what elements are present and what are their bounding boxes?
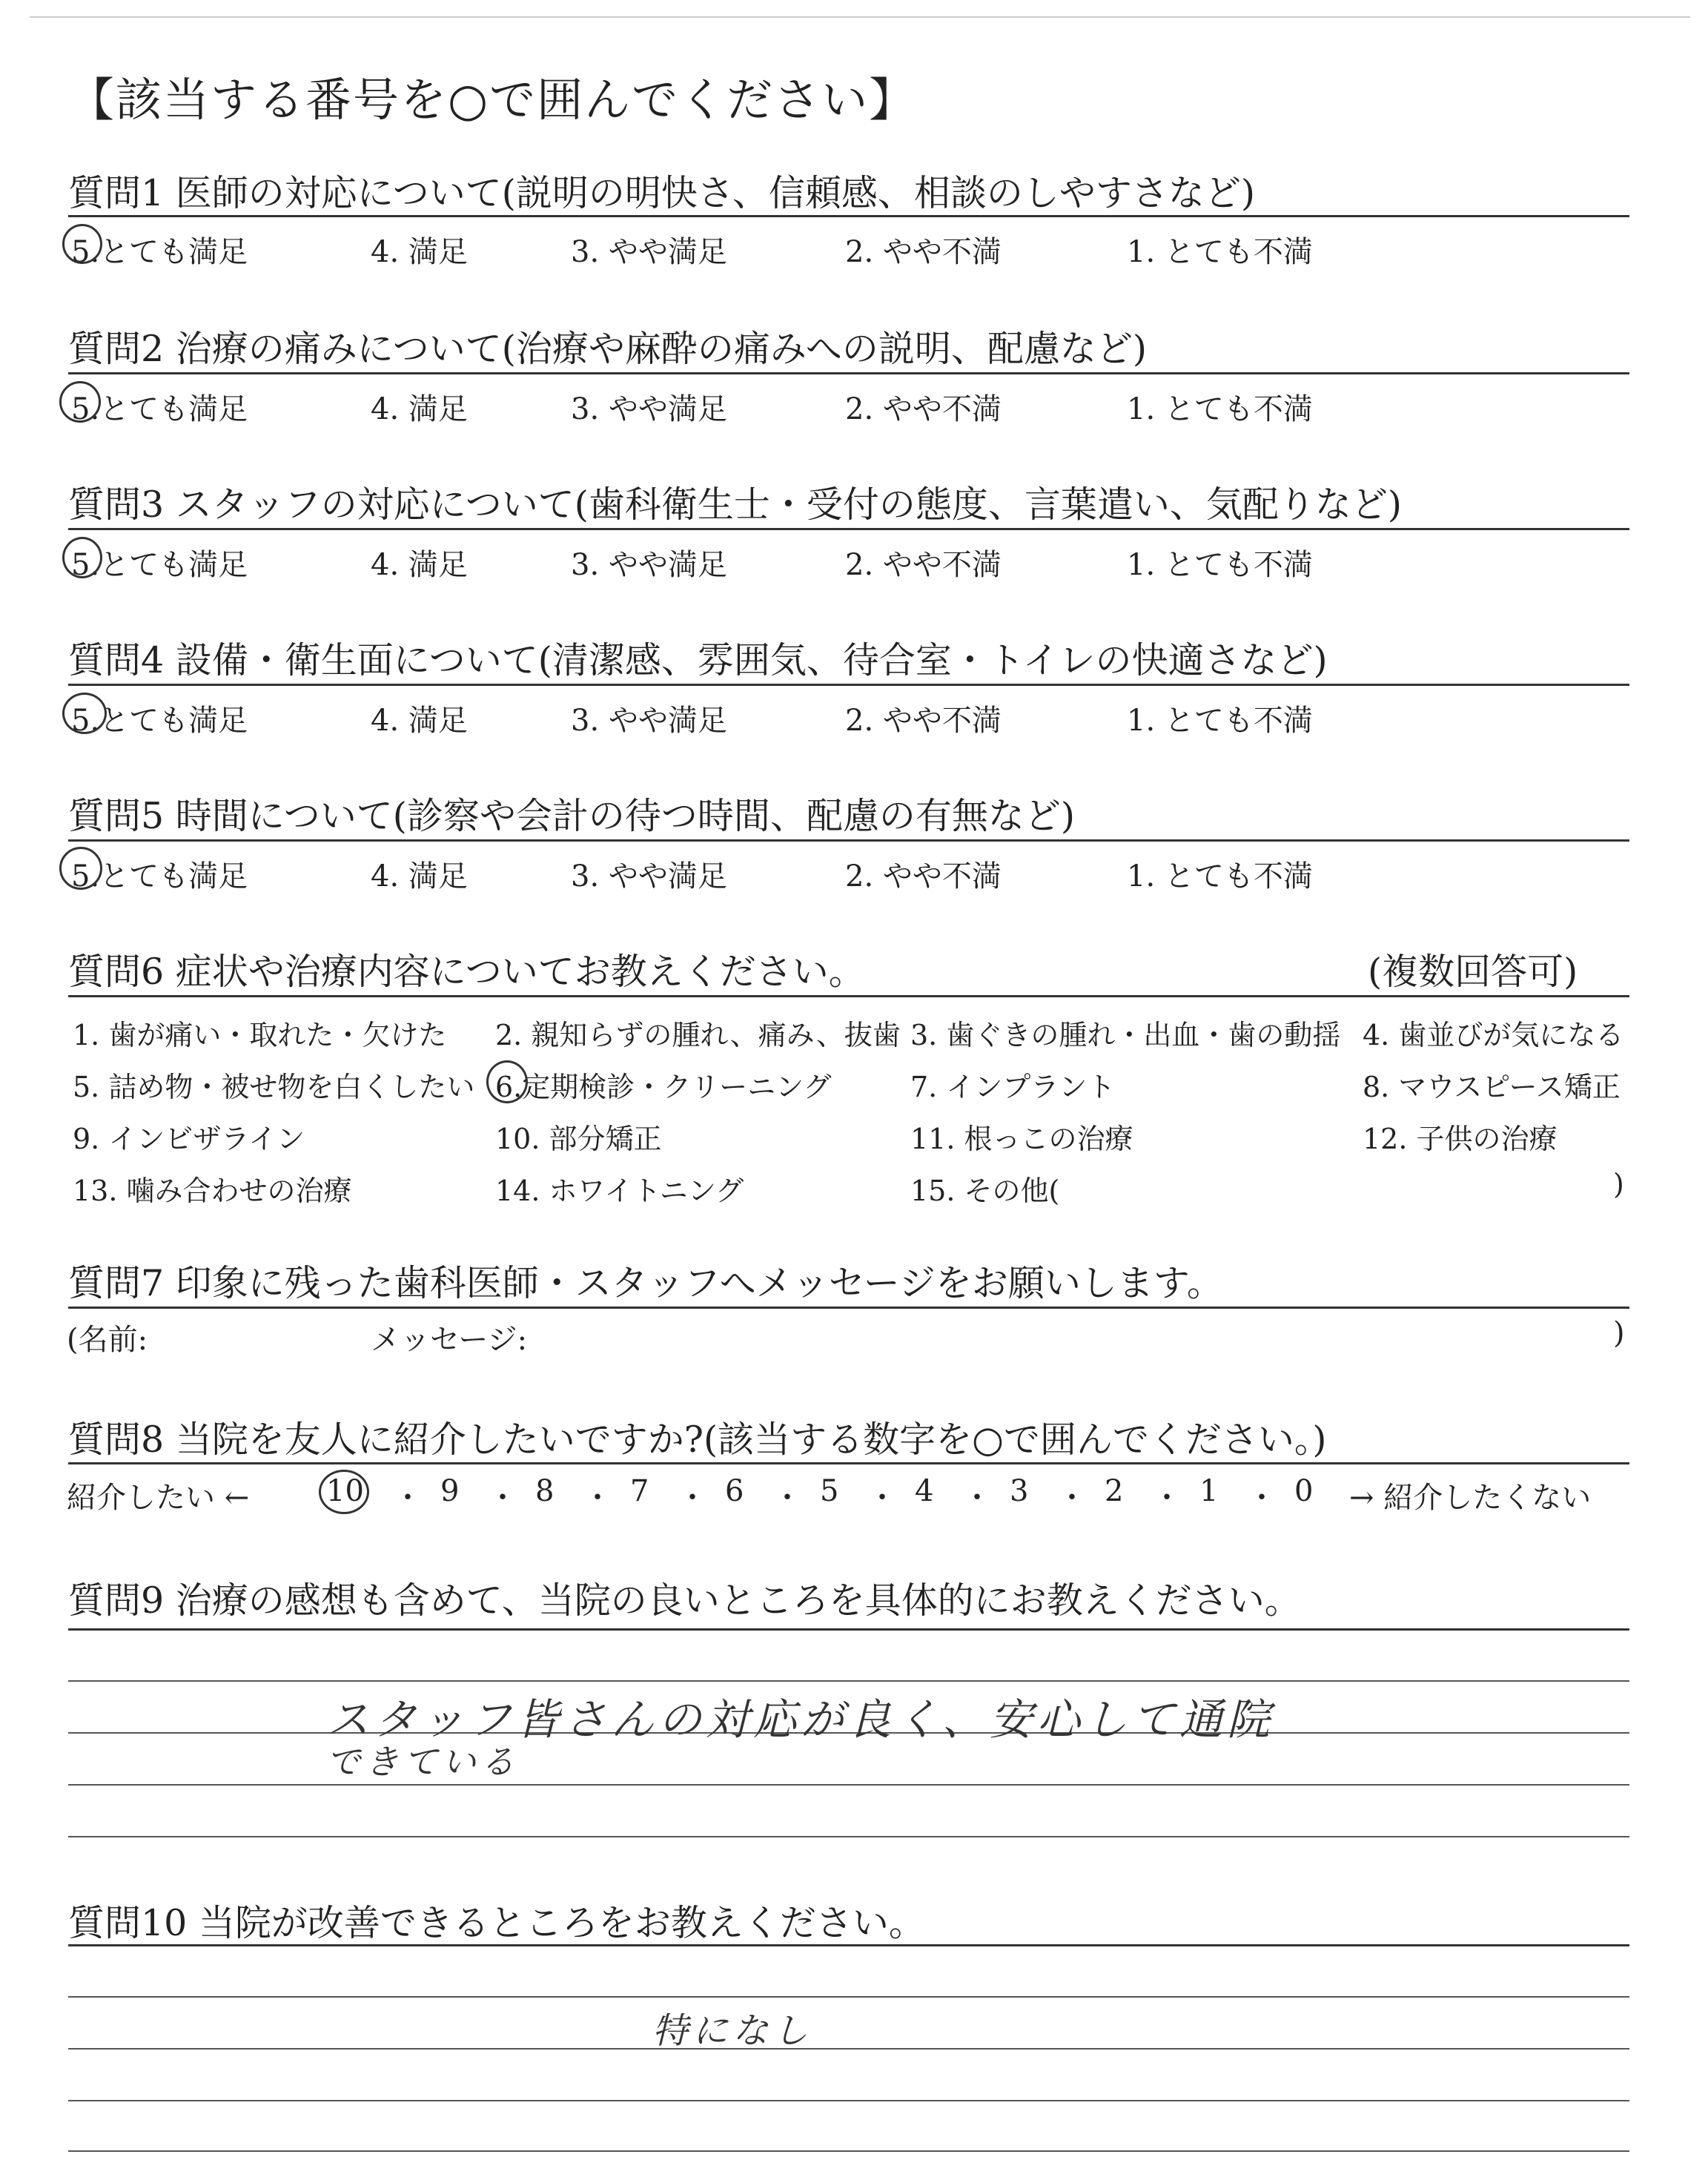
q8-score-8[interactable]: 8 (535, 1474, 555, 1508)
question-4-rule (68, 684, 1629, 686)
q8-sep: ・ (962, 1481, 992, 1515)
q6-option-1[interactable]: 1. 歯が痛い・取れた・欠けた (73, 1019, 447, 1051)
q8-sep: ・ (583, 1481, 612, 1515)
q9-writing-line (68, 1836, 1629, 1837)
q4-option-5[interactable]: 5.とても満足 (71, 704, 248, 738)
q8-score-1[interactable]: 1 (1199, 1474, 1219, 1508)
q8-sep: ・ (772, 1481, 802, 1515)
q8-sep: ・ (1152, 1481, 1182, 1515)
q7-message-label: メッセージ: (371, 1323, 528, 1357)
q2-answer-circle (59, 381, 101, 423)
q4-option-1[interactable]: 1. とても不満 (1127, 704, 1313, 738)
q10-handwritten-answer: 特になし (652, 2010, 813, 2052)
q2-option-1[interactable]: 1. とても不満 (1127, 392, 1313, 426)
q1-option-3[interactable]: 3. やや満足 (571, 235, 727, 269)
q4-option-2[interactable]: 2. やや不満 (845, 704, 1002, 738)
q3-option-2[interactable]: 2. やや不満 (845, 548, 1002, 582)
q6-option-15[interactable]: 15. その他( (910, 1175, 1060, 1207)
q6-option-15-close: ) (1613, 1168, 1624, 1200)
q6-option-12[interactable]: 12. 子供の治療 (1363, 1123, 1558, 1155)
q8-score-7[interactable]: 7 (630, 1474, 649, 1508)
question-7-title: 質問7 印象に残った歯科医師・スタッフへメッセージをお願いします。 (68, 1262, 1223, 1304)
q1-option-2[interactable]: 2. やや不満 (845, 235, 1002, 269)
question-3-title: 質問3 スタッフの対応について(歯科衛生士・受付の態度、言葉遣い、気配りなど) (68, 483, 1403, 526)
q8-right-label: → 紹介したくない (1349, 1481, 1592, 1515)
question-5-rule (68, 839, 1629, 842)
q5-answer-circle (59, 847, 102, 890)
q6-option-7[interactable]: 7. インプラント (910, 1071, 1116, 1103)
q3-option-4[interactable]: 4. 満足 (371, 548, 468, 582)
q6-option-10[interactable]: 10. 部分矯正 (495, 1123, 662, 1155)
question-9-rule (68, 1628, 1629, 1631)
q3-option-5[interactable]: 5.とても満足 (71, 548, 248, 582)
q8-sep: ・ (867, 1481, 897, 1515)
q1-option-5[interactable]: 5.とても満足 (71, 235, 248, 269)
q5-option-2[interactable]: 2. やや不満 (845, 859, 1002, 894)
q1-option-4[interactable]: 4. 満足 (371, 235, 468, 269)
q9-writing-line (68, 1680, 1629, 1682)
question-6-title: 質問6 症状や治療内容についてお教えください。 (68, 951, 865, 993)
q3-option-1[interactable]: 1. とても不満 (1127, 548, 1313, 582)
q1-answer-circle (62, 224, 102, 264)
q9-handwritten-answer-line-1: スタッフ皆さんの対応が良く、安心して通院 (326, 1694, 1274, 1745)
q8-score-10[interactable]: 10 (326, 1474, 364, 1508)
q4-option-3[interactable]: 3. やや満足 (571, 704, 727, 738)
q5-option-3[interactable]: 3. やや満足 (571, 859, 727, 894)
q5-option-1[interactable]: 1. とても不満 (1127, 859, 1313, 894)
question-6-rule (68, 995, 1629, 997)
q2-option-5[interactable]: 5.とても満足 (71, 392, 248, 426)
q8-score-3[interactable]: 3 (1010, 1474, 1029, 1508)
q8-score-2[interactable]: 2 (1105, 1474, 1124, 1508)
q6-option-8[interactable]: 8. マウスピース矯正 (1363, 1071, 1621, 1103)
q8-score-0[interactable]: 0 (1294, 1474, 1314, 1508)
q6-answer-circle (486, 1060, 528, 1103)
q8-sep: ・ (393, 1481, 423, 1515)
q6-option-3[interactable]: 3. 歯ぐきの腫れ・出血・歯の動揺 (910, 1019, 1341, 1051)
question-4-title: 質問4 設備・衛生面について(清潔感、雰囲気、待合室・トイレの快適さなど) (68, 639, 1328, 681)
question-5-title: 質問5 時間について(診察や会計の待つ時間、配慮の有無など) (68, 795, 1076, 837)
q3-option-3[interactable]: 3. やや満足 (571, 548, 727, 582)
q6-option-9[interactable]: 9. インビザライン (73, 1123, 305, 1155)
question-1-rule (68, 215, 1629, 217)
q8-answer-circle (319, 1470, 369, 1514)
q8-sep: ・ (1057, 1481, 1087, 1515)
q10-writing-line (68, 2150, 1629, 2152)
q8-sep: ・ (488, 1481, 517, 1515)
q8-score-4[interactable]: 4 (915, 1474, 934, 1508)
q7-name-label: (名前: (67, 1323, 148, 1357)
q5-option-5[interactable]: 5.とても満足 (71, 859, 248, 894)
q8-score-5[interactable]: 5 (820, 1474, 839, 1508)
q6-option-11[interactable]: 11. 根っこの治療 (910, 1123, 1133, 1155)
q1-option-1[interactable]: 1. とても不満 (1127, 235, 1313, 269)
q6-option-2[interactable]: 2. 親知らずの腫れ、痛み、抜歯 (495, 1019, 901, 1051)
q6-option-4[interactable]: 4. 歯並びが気になる (1363, 1019, 1624, 1051)
q5-option-4[interactable]: 4. 満足 (371, 859, 468, 894)
question-7-rule (68, 1307, 1629, 1309)
q6-option-6[interactable]: 6.定期検診・クリーニング (495, 1071, 832, 1103)
q6-option-14[interactable]: 14. ホワイトニング (495, 1175, 744, 1207)
question-10-title: 質問10 当院が改善できるところをお教えください。 (68, 1902, 925, 1944)
page-heading: 【該当する番号を○で囲んでください】 (68, 73, 917, 127)
question-3-rule (68, 528, 1629, 530)
q4-option-4[interactable]: 4. 満足 (371, 704, 468, 738)
q8-sep: ・ (678, 1481, 707, 1515)
q9-writing-line (68, 1784, 1629, 1786)
q10-writing-line (68, 2100, 1629, 2101)
q6-option-13[interactable]: 13. 噛み合わせの治療 (73, 1175, 352, 1207)
q4-answer-circle (62, 693, 107, 734)
q6-option-5[interactable]: 5. 詰め物・被せ物を白くしたい (73, 1071, 475, 1103)
q2-option-2[interactable]: 2. やや不満 (845, 392, 1002, 426)
q3-answer-circle (62, 537, 102, 578)
q10-writing-line (68, 1996, 1629, 1998)
question-10-rule (68, 1944, 1629, 1946)
question-8-title: 質問8 当院を友人に紹介したいですか?(該当する数字を○で囲んでください。) (68, 1418, 1327, 1461)
question-8-rule (68, 1462, 1629, 1464)
page-top-edge (30, 16, 1690, 18)
q7-close-paren: ) (1613, 1316, 1625, 1350)
question-2-rule (68, 372, 1629, 374)
q2-option-4[interactable]: 4. 満足 (371, 392, 468, 426)
q8-score-9[interactable]: 9 (440, 1474, 460, 1508)
q2-option-3[interactable]: 3. やや満足 (571, 392, 727, 426)
q8-sep: ・ (1247, 1481, 1277, 1515)
question-6-note: (複数回答可) (1368, 951, 1578, 993)
q9-handwritten-answer-line-2: できている (326, 1742, 519, 1782)
question-1-title: 質問1 医師の対応について(説明の明快さ、信頼感、相談のしやすさなど) (68, 172, 1256, 214)
q8-left-label: 紹介したい ← (67, 1481, 250, 1515)
question-9-title: 質問9 治療の感想も含めて、当院の良いところを具体的にお教えください。 (68, 1579, 1301, 1622)
q8-score-6[interactable]: 6 (725, 1474, 744, 1508)
q10-writing-line (68, 2048, 1629, 2050)
question-2-title: 質問2 治療の痛みについて(治療や麻酔の痛みへの説明、配慮など) (68, 328, 1148, 370)
